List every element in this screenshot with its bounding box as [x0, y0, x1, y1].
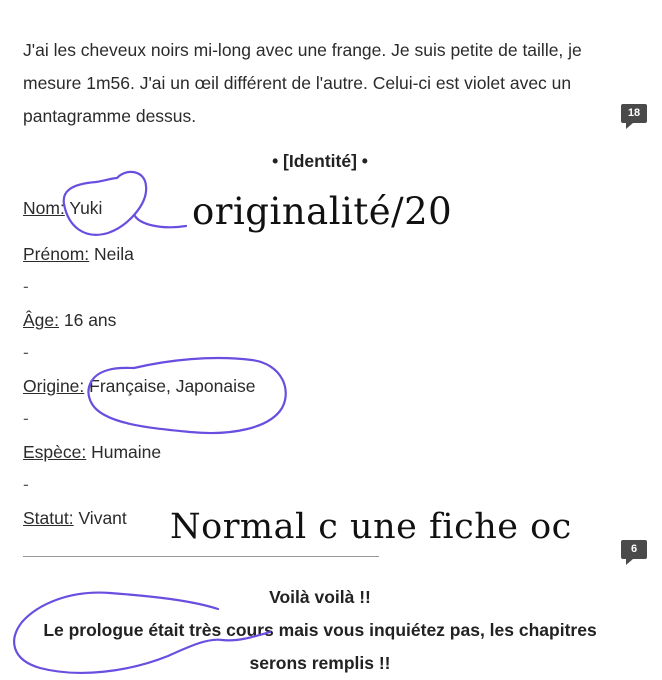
- field-origine: [23, 376, 256, 397]
- comment-count-bubble[interactable]: 18: [621, 104, 647, 123]
- separator-dash: -: [23, 409, 29, 428]
- horizontal-rule: [23, 556, 379, 557]
- field-value: Vivant: [73, 508, 127, 528]
- intro-paragraph: [23, 34, 623, 133]
- comment-count-bubble[interactable]: 6: [621, 540, 647, 559]
- intro-line-1: J'ai les cheveux noirs mi-long avec une frange. Je suis petite de taille, je: [23, 40, 582, 60]
- closing-line-2: Le prologue était très cours mais vous inquiétez pas, les chapitres: [43, 620, 597, 640]
- ink-tail-nom: [135, 216, 186, 227]
- closing-line-3: serons remplis !!: [249, 653, 391, 673]
- field-label: Prénom:: [23, 244, 90, 264]
- field-label: Origine:: [23, 376, 85, 396]
- field-value: 16 ans: [59, 310, 117, 330]
- intro-line-2: mesure 1m56. J'ai un œil différent de l'autre. Celui-ci est violet avec un: [23, 73, 572, 93]
- field-espece: [23, 442, 161, 463]
- separator-dash: -: [23, 277, 29, 296]
- closing-line-1: Voilà voilà !!: [269, 587, 371, 607]
- field-value: Neila: [89, 244, 134, 264]
- field-label: Statut:: [23, 508, 74, 528]
- field-value: Yuki: [64, 198, 103, 218]
- section-title: • [Identité] •: [272, 151, 368, 171]
- field-value: Humaine: [86, 442, 162, 462]
- field-label: Âge:: [23, 310, 59, 330]
- separator-dash: -: [23, 343, 29, 362]
- field-age: [23, 310, 116, 331]
- field-label: Espèce:: [23, 442, 87, 462]
- field-statut: [23, 508, 127, 529]
- field-nom: [23, 198, 102, 219]
- separator-dash: -: [23, 475, 29, 494]
- annotation-oc-note: Normal c une fiche oc: [170, 507, 572, 547]
- intro-line-3: pantagramme dessus.: [23, 106, 197, 126]
- annotation-originality: originalité/20: [192, 190, 453, 233]
- field-label: Nom:: [23, 198, 65, 218]
- field-value: Française, Japonaise: [84, 376, 256, 396]
- field-prenom: [23, 244, 134, 265]
